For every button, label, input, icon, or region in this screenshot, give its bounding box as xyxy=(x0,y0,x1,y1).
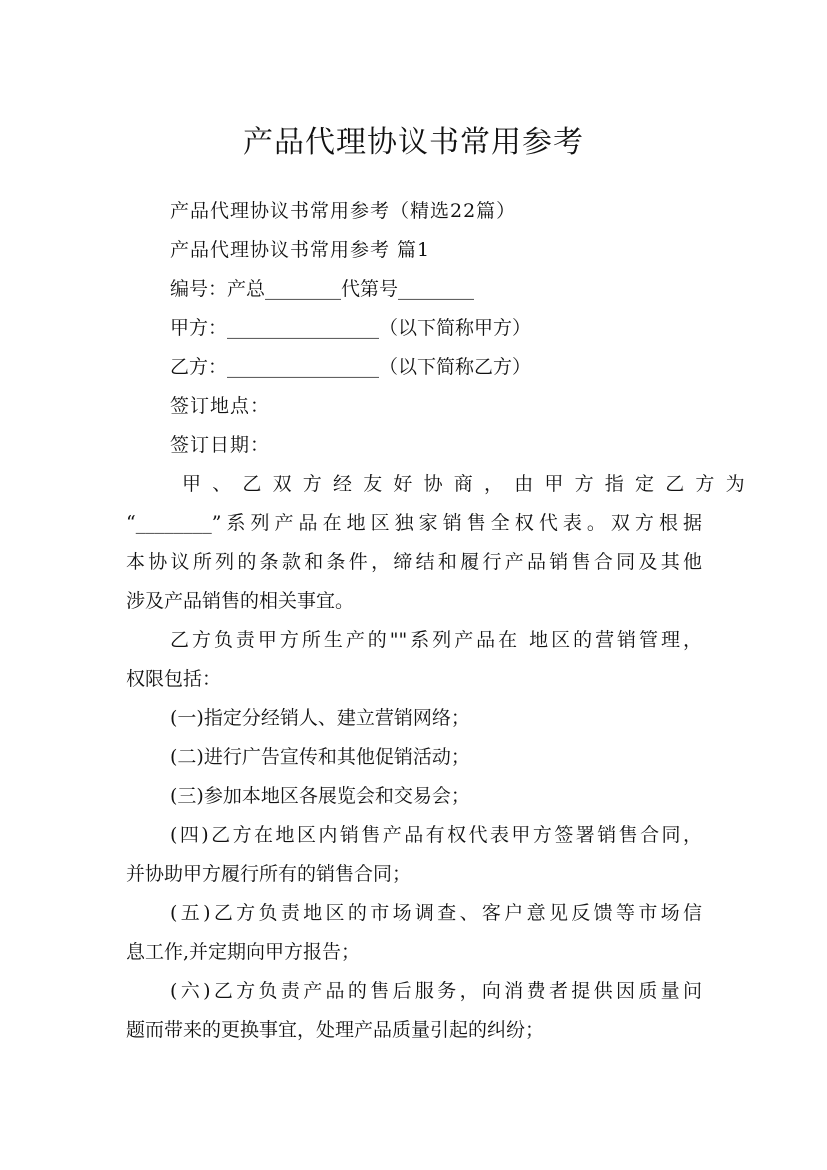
document-title: 产品代理协议书常用参考 xyxy=(243,125,584,161)
section-heading: 产品代理协议书常用参考 篇1 xyxy=(170,239,431,261)
signing-date-line: 签订日期： xyxy=(170,434,271,456)
list-item: (三)参加本地区各展览会和交易会； xyxy=(170,785,470,807)
list-item-continued: 并协助甲方履行所有的销售合同； xyxy=(126,863,412,885)
list-item-continued: 题而带来的更换事宜，处理产品质量引起的纠纷； xyxy=(126,1019,545,1041)
paragraph-line: 本协议所列的条款和条件，缔结和履行产品销售合同及其他 xyxy=(126,551,702,573)
paragraph-line: 乙方负责甲方所生产的""系列产品在 地区的营销管理， xyxy=(170,629,702,651)
paragraph-line: “________”系列产品在地区独家销售全权代表。双方根据 xyxy=(126,512,702,534)
signing-place-line: 签订地点： xyxy=(170,395,271,417)
list-item: (二)进行广告宣传和其他促销活动； xyxy=(170,746,470,768)
list-item: (五)乙方负责地区的市场调查、客户意见反馈等市场信 xyxy=(170,902,702,924)
list-item: (四)乙方在地区内销售产品有权代表甲方签署销售合同， xyxy=(170,824,702,846)
paragraph-line: 权限包括： xyxy=(126,668,222,690)
list-item: (一)指定分经销人、建立营销网络； xyxy=(170,707,470,729)
party-b-line: 乙方：________________（以下简称乙方） xyxy=(170,356,532,378)
list-item: (六)乙方负责产品的售后服务，向消费者提供因质量问 xyxy=(170,980,702,1002)
paragraph-line: 涉及产品销售的相关事宜。 xyxy=(126,590,355,612)
number-line: 编号：产总________代第号________ xyxy=(170,278,475,300)
list-item-continued: 息工作,并定期向甲方报告； xyxy=(126,941,361,963)
intro-line: 产品代理协议书常用参考（精选22篇） xyxy=(170,200,517,222)
paragraph-line: 甲、乙双方经友好协商，由甲方指定乙方为 xyxy=(182,473,756,495)
party-a-line: 甲方：________________（以下简称甲方） xyxy=(170,317,532,339)
